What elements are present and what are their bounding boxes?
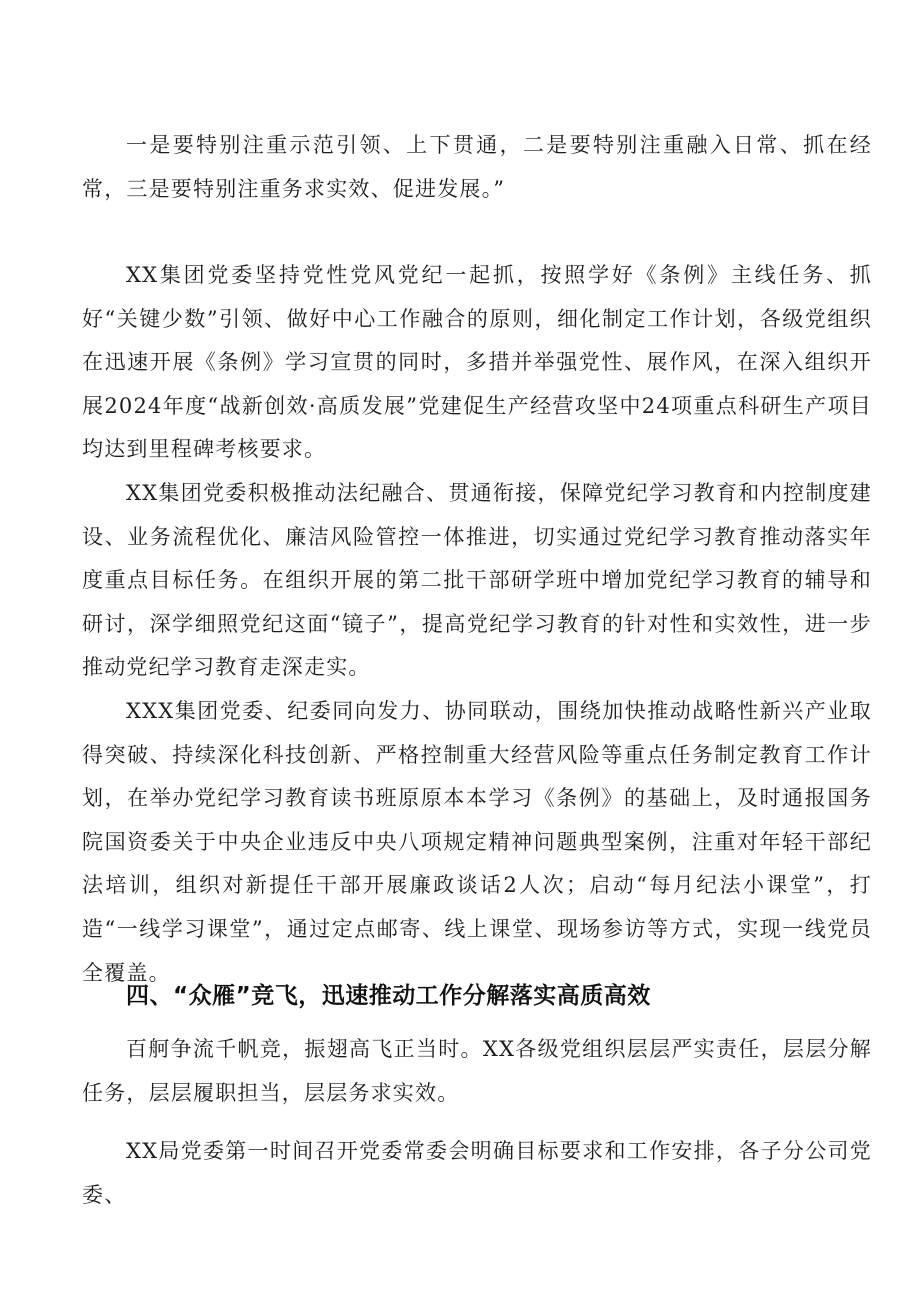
paragraph-law-discipline-integration: XX集团党委积极推动法纪融合、贯通衔接，保障党纪学习教育和内控制度建设、业务流程优化、廉洁风险管控一体推进，切实通过党纪学习教育推动落实年度重点目标任务。在组织开展的第二批干部研学班中增加党纪学习教育的辅导和研讨，深学细照党纪这面“镜子”，提高党纪学习教育的针对性和实效性，进一步推动党纪学习教育走深走实。 xyxy=(82,481,872,680)
paragraph-xx-group-party-committee: XX集团党委坚持党性党风党纪一起抓，按照学好《条例》主线任务、抓好“关键少数”引领、做好中心工作融合的原则，细化制定工作计划，各级党组织在迅速开展《条例》学习宣贯的同时，多措并举强党性、展作风，在深入组织开展2024年度“战新创效·高质发展”党建促生产经营攻坚中24项重点科研生产项目均达到里程碑考核要求。 xyxy=(82,263,872,462)
paragraph-xxx-group-joint-effort: XXX集团党委、纪委同向发力、协同联动，围绕加快推动战略性新兴产业取得突破、持续深化科技创新、严格控制重大经营风险等重点任务制定教育工作计划，在举办党纪学习教育读书班原原本本学习《条例》的基础上，及时通报国务院国资委关于中央企业违反中央八项规定精神问题典型案例，注重对年轻干部纪法培训，组织对新提任干部开展廉政谈话2人次；启动“每月纪法小课堂”，打造“一线学习课堂”，通过定点邮寄、线上课堂、现场参访等方式，实现一线党员全覆盖。 xyxy=(82,699,872,985)
paragraph-xx-bureau: XX局党委第一时间召开党委常委会明确目标要求和工作安排，各子分公司党委、 xyxy=(82,1139,872,1207)
section-heading: 四、“众雁”竞飞，迅速推动工作分解落实高质高效 xyxy=(126,983,651,1009)
paragraph-continuation: 一是要特别注重示范引领、上下贯通，二是要特别注重融入日常、抓在经常，三是要特别注重务求实效、促进发展。” xyxy=(82,133,872,201)
paragraph-hundred-boats: 百舸争流千帆竞，振翅高飞正当时。XX各级党组织层层严实责任，层层分解任务，层层履职担当，层层务求实效。 xyxy=(82,1037,872,1105)
